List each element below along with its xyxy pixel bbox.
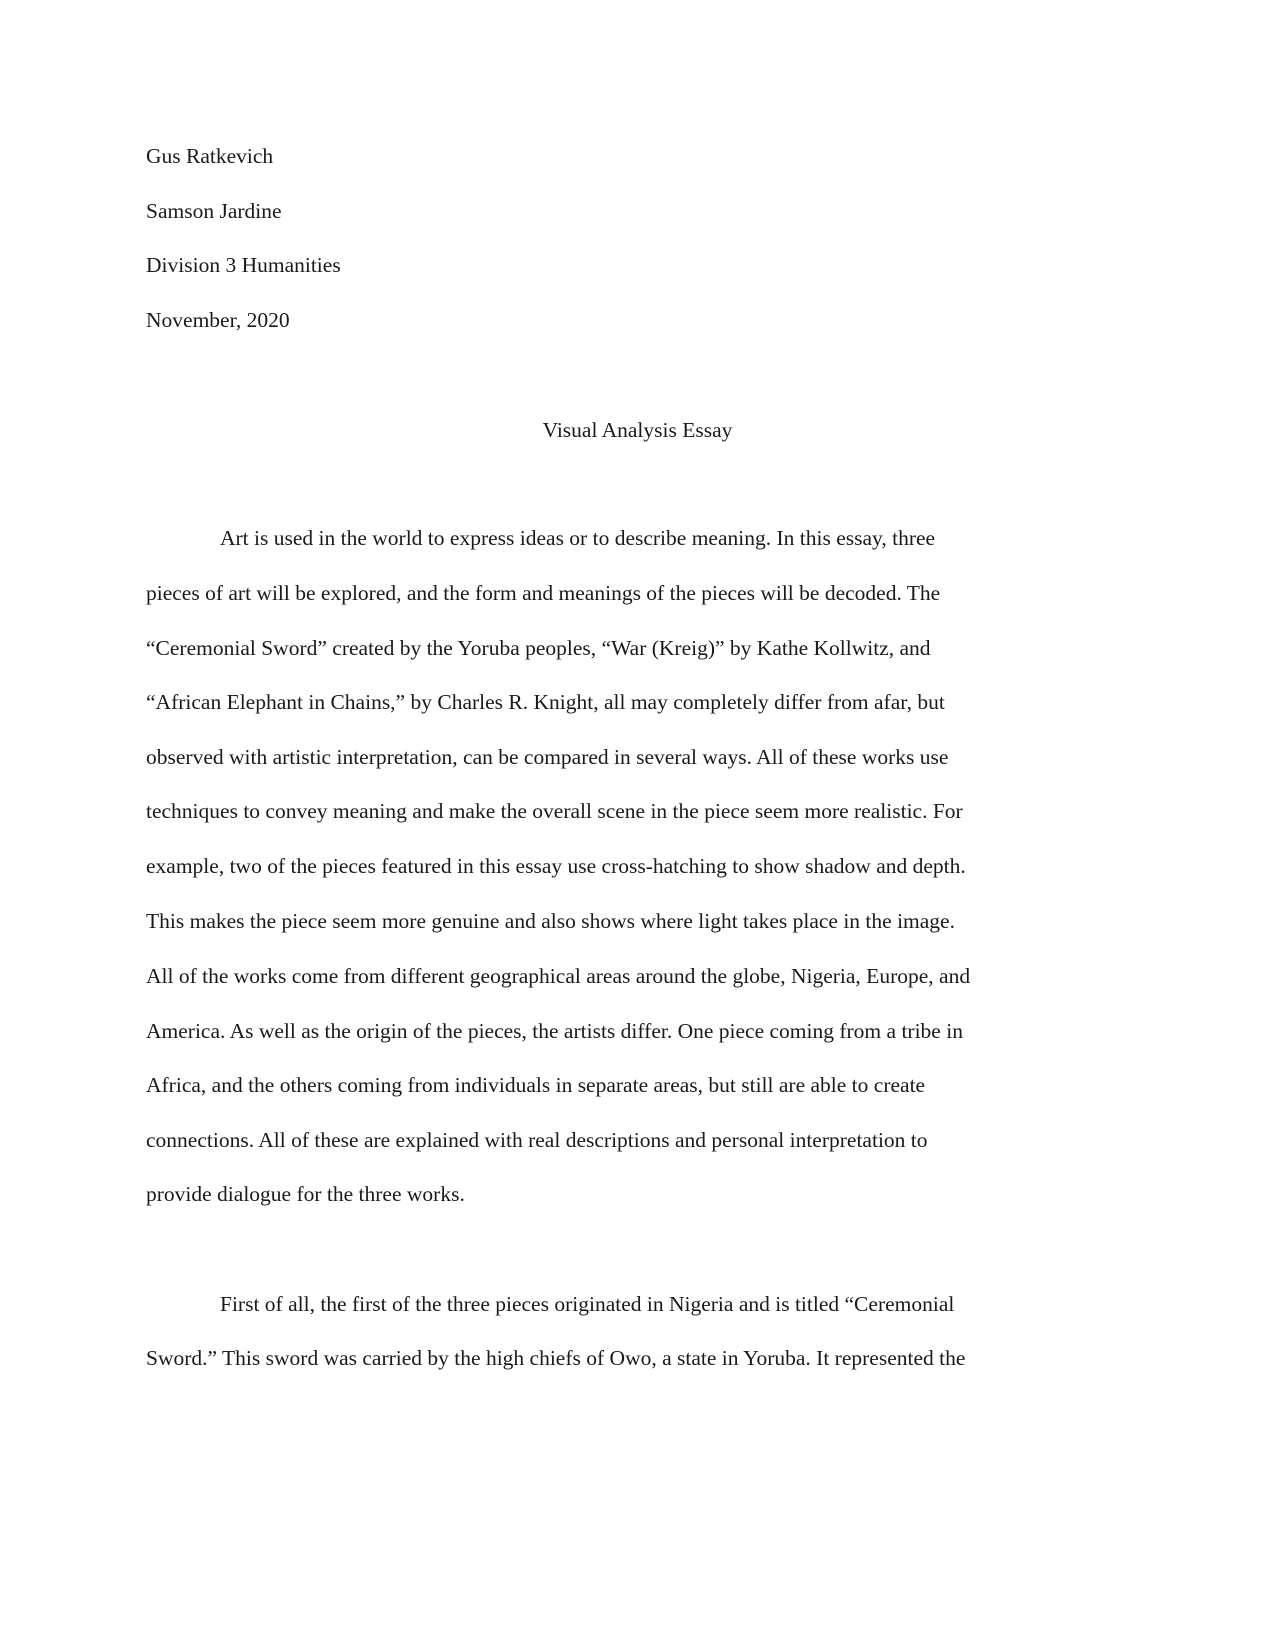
- paragraph-line: Art is used in the world to express ideas or to describe meaning. In this essay, three: [220, 526, 936, 550]
- paragraph-line: example, two of the pieces featured in this essay use cross-hatching to show shadow and depth.: [146, 854, 966, 878]
- paragraph-line: Sword.” This sword was carried by the high chiefs of Owo, a state in Yoruba. It represented the: [146, 1346, 966, 1370]
- paragraph-line: America. As well as the origin of the pieces, the artists differ. One piece coming from a tribe in: [146, 1019, 963, 1043]
- author-name: Gus Ratkevich: [146, 144, 274, 168]
- course-name: Division 3 Humanities: [146, 253, 341, 277]
- paragraph-line: Africa, and the others coming from individuals in separate areas, but still are able to create: [146, 1073, 926, 1097]
- paragraph-line: This makes the piece seem more genuine and also shows where light takes place in the image.: [146, 909, 955, 933]
- paragraph-line: observed with artistic interpretation, can be compared in several ways. All of these works use: [146, 745, 949, 769]
- paragraph-line: provide dialogue for the three works.: [146, 1182, 465, 1206]
- paragraph-line: “Ceremonial Sword” created by the Yoruba peoples, “War (Kreig)” by Kathe Kollwitz, and: [146, 636, 931, 660]
- paragraph-line: All of the works come from different geographical areas around the globe, Nigeria, Europe, and: [146, 964, 971, 988]
- instructor-name: Samson Jardine: [146, 199, 282, 223]
- essay-title: Visual Analysis Essay: [542, 418, 733, 442]
- paragraph-line: techniques to convey meaning and make the overall scene in the piece seem more realistic. For: [146, 799, 963, 823]
- essay-date: November, 2020: [146, 308, 290, 332]
- paragraph-line: connections. All of these are explained with real descriptions and personal interpretation to: [146, 1128, 928, 1152]
- paragraph-line: pieces of art will be explored, and the form and meanings of the pieces will be decoded. The: [146, 581, 941, 605]
- paragraph-line: First of all, the first of the three pieces originated in Nigeria and is titled “Ceremonial: [220, 1292, 955, 1316]
- paragraph-line: “African Elephant in Chains,” by Charles R. Knight, all may completely differ from afar, but: [146, 690, 945, 714]
